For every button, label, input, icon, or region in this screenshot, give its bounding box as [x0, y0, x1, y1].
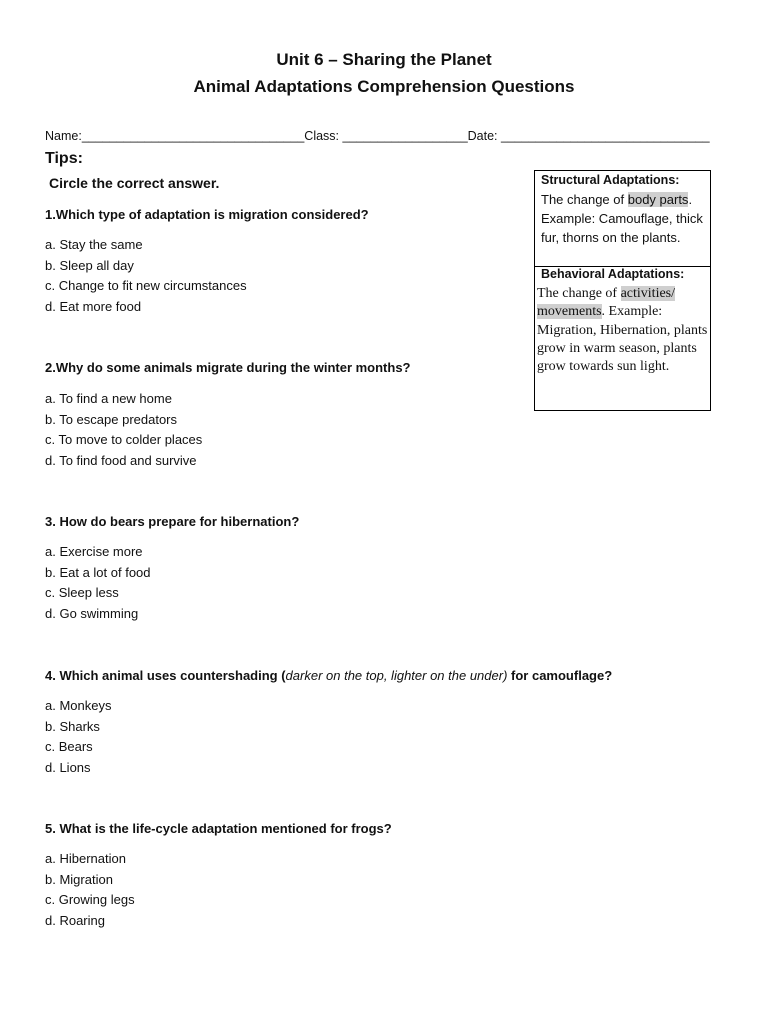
- behavioral-heading: Behavioral Adaptations:: [541, 267, 685, 281]
- student-info-line: [45, 129, 710, 143]
- question-4-options: [45, 696, 111, 778]
- option-a[interactable]: a. To find a new home: [45, 391, 172, 406]
- class-label: Class:: [304, 129, 340, 143]
- question-5: 5. What is the life-cycle adaptation mentioned for frogs?: [45, 821, 392, 836]
- option-b[interactable]: b. Migration: [45, 871, 113, 887]
- behavioral-highlight-a: activities/: [620, 286, 676, 301]
- option-d[interactable]: d. Go swimming: [45, 605, 139, 621]
- page-title: Unit 6 – Sharing the Planet: [276, 50, 492, 69]
- option-a[interactable]: a. Hibernation: [45, 851, 126, 866]
- option-c[interactable]: c. To move to colder places: [45, 432, 203, 448]
- option-c[interactable]: c. Growing legs: [45, 892, 135, 908]
- date-label: Date:: [467, 129, 498, 143]
- instruction: Circle the correct answer.: [49, 175, 220, 191]
- option-c[interactable]: c. Sleep less: [45, 585, 119, 601]
- option-a[interactable]: a. Monkeys: [45, 698, 112, 713]
- structural-example: Example: Camouflage, thick fur, thorns on the plants.: [541, 211, 703, 245]
- option-c[interactable]: c. Change to fit new circumstances: [45, 278, 247, 294]
- page-subtitle: Animal Adaptations Comprehension Questions: [193, 77, 575, 96]
- date-blank: ______________________________: [501, 129, 710, 143]
- option-b[interactable]: b. Sharks: [45, 718, 100, 734]
- question-3: 3. How do bears prepare for hibernation?: [45, 514, 300, 529]
- countershading-definition: darker on the top, lighter on the under): [285, 668, 508, 683]
- behavioral-example: Example: Migration, Hibernation, plants grow in warm season, plants grow towards sun light.: [537, 304, 708, 375]
- option-d[interactable]: d. Eat more food: [45, 298, 142, 314]
- structural-highlight: body parts: [627, 192, 689, 207]
- adaptations-tips-box: [534, 170, 711, 411]
- option-a[interactable]: a. Exercise more: [45, 544, 143, 559]
- question-4: 4. Which animal uses countershading (darker on the top, lighter on the under) for camouflage?: [45, 668, 613, 683]
- question-2: 2.Why do some animals migrate during the winter months?: [45, 360, 411, 375]
- structural-heading: Structural Adaptations:: [541, 173, 680, 187]
- option-b[interactable]: b. Eat a lot of food: [45, 564, 151, 580]
- option-b[interactable]: b. Sleep all day: [45, 257, 134, 273]
- question-1-options: [45, 235, 247, 317]
- question-3-options: [45, 542, 151, 624]
- structural-definition: The change of body parts. Example: Camouflage, thick fur, thorns on the plants.: [541, 192, 703, 245]
- option-d[interactable]: d. To find food and survive: [45, 452, 197, 468]
- question-1: 1.Which type of adaptation is migration considered?: [45, 207, 369, 222]
- name-label: Name:: [45, 129, 82, 143]
- option-c[interactable]: c. Bears: [45, 739, 93, 755]
- option-a[interactable]: a. Stay the same: [45, 237, 143, 252]
- behavioral-definition: The change of activities/ movements. Example: Migration, Hibernation, plants grow in warm season, plants grow towards sun light.: [537, 286, 708, 375]
- class-blank: __________________: [342, 129, 468, 143]
- tips-heading: Tips:: [45, 150, 83, 167]
- option-b[interactable]: b. To escape predators: [45, 411, 178, 427]
- option-d[interactable]: d. Roaring: [45, 912, 105, 928]
- option-d[interactable]: d. Lions: [45, 759, 91, 775]
- question-2-options: [45, 389, 202, 471]
- question-5-options: [45, 849, 135, 931]
- name-blank: ________________________________: [81, 129, 305, 143]
- behavioral-highlight-b: movements: [537, 304, 602, 320]
